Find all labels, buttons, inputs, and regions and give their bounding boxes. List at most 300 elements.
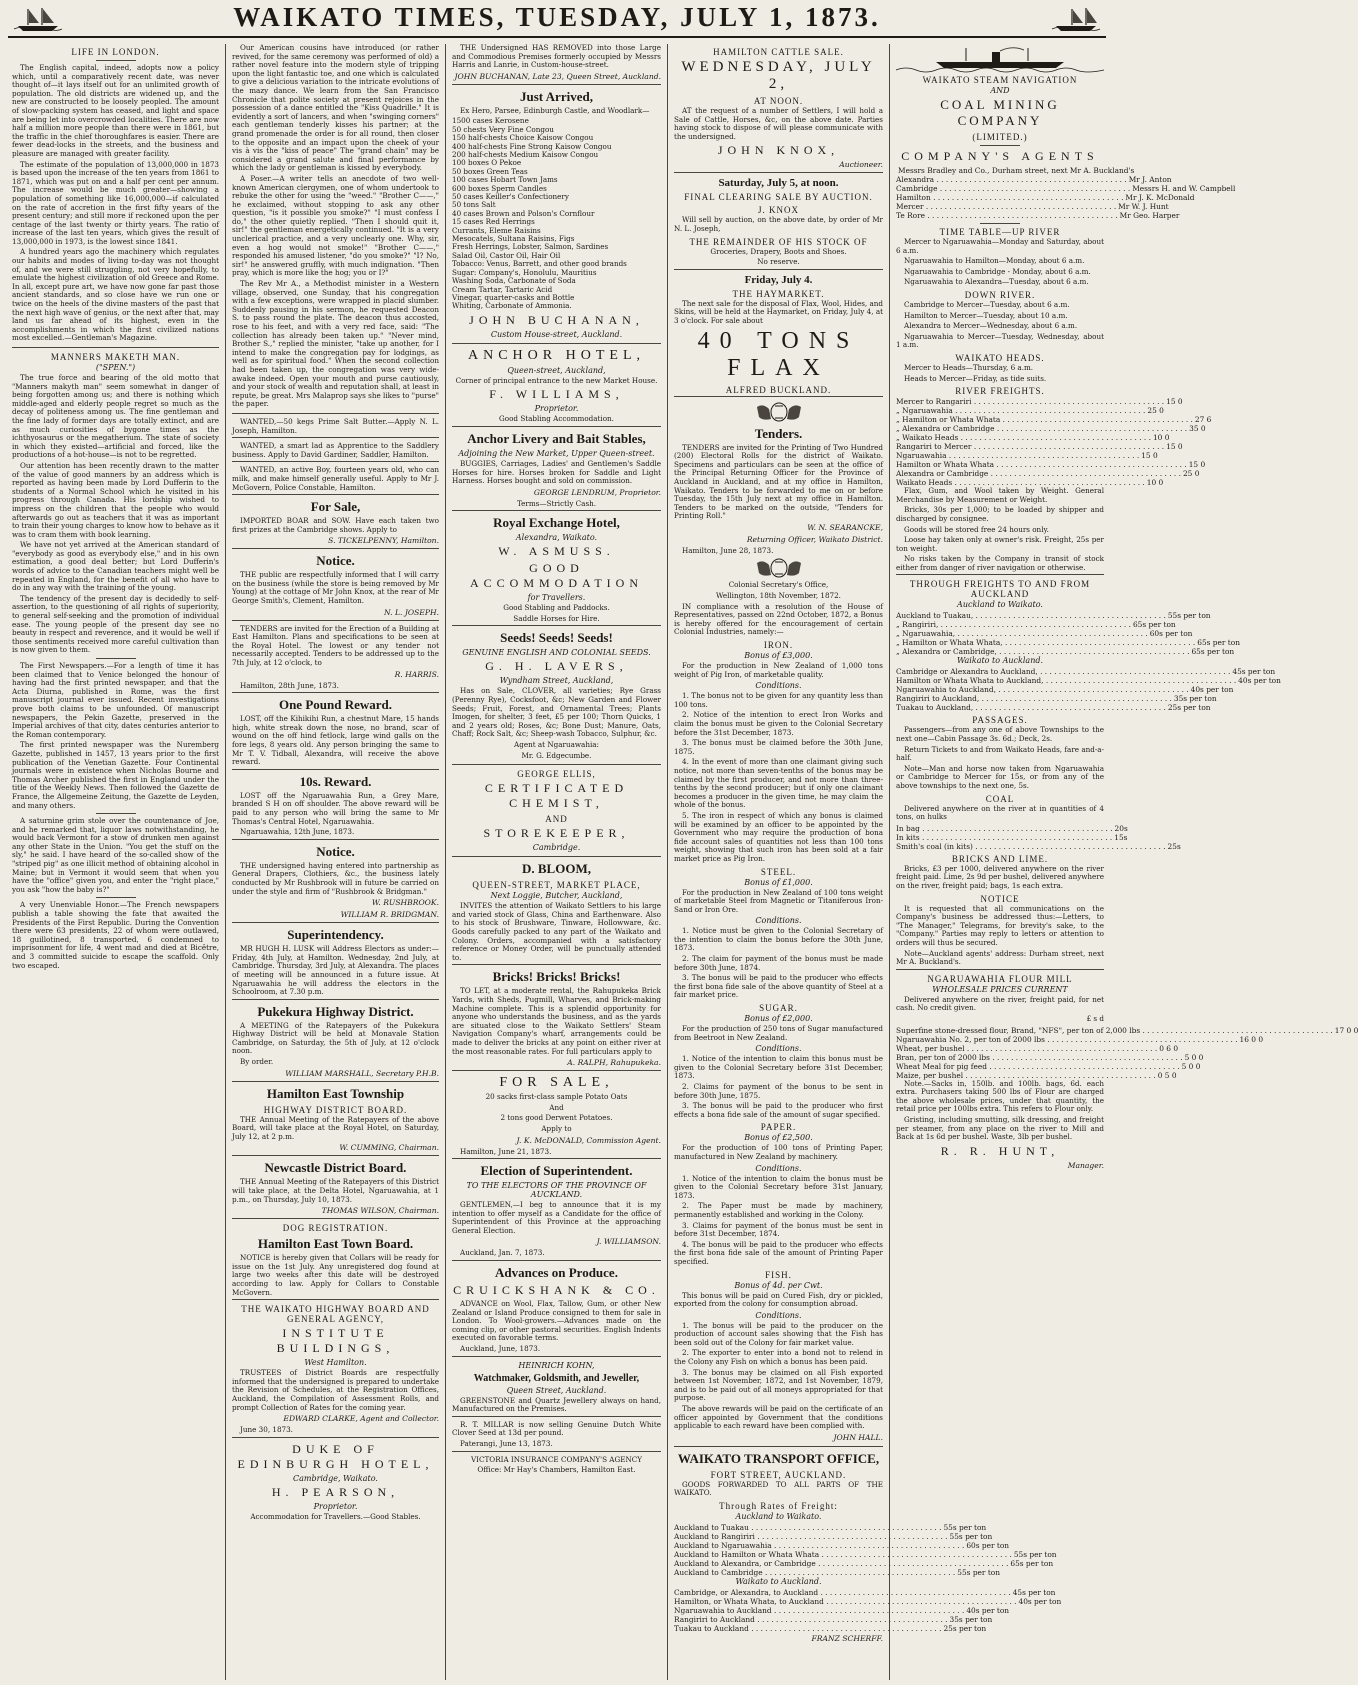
- mill-row-value: 17 0 0: [1334, 1025, 1358, 1035]
- mill-row-label: Bran, per ton of 2000 lbs . . .: [896, 1053, 1183, 1062]
- rate-row-label: „ Hamilton or Whata Whata, . . .: [896, 638, 1195, 647]
- hamilton-east-subheading: HIGHWAY DISTRICT BOARD.: [263, 1104, 408, 1115]
- agent-row: [896, 211, 1180, 220]
- timetable-entry: Hamilton to Mercer—Tuesday, about 10 a.m.: [904, 310, 1068, 320]
- ad-signature: ALFRED BUCKLAND.: [725, 384, 832, 395]
- iron-heading: IRON.: [763, 640, 794, 651]
- freight-row-value: 35 0: [1189, 424, 1206, 434]
- ad-date: Hamilton, June 28, 1873.: [682, 545, 774, 555]
- rate-row: [674, 1597, 1062, 1606]
- arrived-item: Vinegar, quarter-casks and Bottle: [452, 292, 575, 302]
- election-subheading: TO THE ELECTORS OF THE PROVINCE OF AUCKLAND.: [466, 1181, 647, 1200]
- good-accommodation: GOOD ACCOMMODATION: [469, 561, 643, 591]
- agent-row: [896, 193, 1195, 202]
- royal-arms-cut-icon: [674, 401, 883, 423]
- rate-row: [896, 703, 1211, 713]
- rate-row-value: 65s per ton: [1132, 620, 1176, 630]
- lime-note: Bricks, £3 per 1000, delivered anywhere on the river freight paid. Lime, 2s 9d per bushel, delivered anywhere on the river, freight paid; bags, 1s each extra.: [896, 863, 1104, 890]
- article-paragraph: A saturnine grim stole over the countenance of Joe, and he remarked that, liquor laws notwithstanding, he would back Vermont for a stow of drunken men against any other State in the Union. "You get the stuff on the sly," he said. I have heard of the so-called show of the "striped pig" as one illicit method of obtaining alcohol in Maine; but in Vermont it would seem that when you have the "office" given you, and enter the "right place," you ask "how the baby is?": [12, 816, 219, 894]
- divider: [452, 1260, 661, 1261]
- freight-row-label: „ Hamilton or Whata Whata . . .: [896, 415, 1193, 424]
- arrived-items-list: [452, 117, 661, 310]
- rate-row-value: 40s per ton: [966, 1606, 1010, 1615]
- conditions-heading: Conditions.: [755, 1044, 802, 1054]
- coal-row-value: 20s: [1114, 823, 1128, 833]
- ad-body: THE public are respectfully informed that I will carry on the business (while the store is being removed by Mr Young) at the cottage of Mr John Knox, at the rear of Mr George Smith's, Clement, Hamilton.: [232, 570, 439, 606]
- ad-body: For the production in New Zealand of 100 tons weight of marketable Steel from Magnetic or Titaniferous Iron-Sand or Iron Ore.: [674, 887, 883, 914]
- coal-row: [896, 832, 1128, 842]
- ad-body: for Travellers.: [527, 593, 586, 603]
- ad-body: R. T. MILLAR is now selling Genuine Dutch White Clover Seed at 13d per pound.: [452, 1419, 661, 1438]
- rate-row: [674, 1532, 993, 1541]
- coal-row-value: 25s: [1167, 841, 1181, 851]
- rate-row-value: 25s per ton: [1167, 703, 1211, 713]
- freight-row-value: 10 0: [1146, 478, 1164, 488]
- place-name: Alexandra, Waikato.: [515, 533, 598, 543]
- arrived-item: 200 half-chests Medium Kaisow Congou: [452, 150, 599, 159]
- ad-body: NOTICE is hereby given that Collars will be ready for issue on the 1st July. Any unregistered dog found at large two weeks after this date will be destroyed according to law. Apply for Collars to Constable McGovern.: [232, 1253, 439, 1297]
- ad-signature: JOHN BUCHANAN,: [469, 312, 644, 327]
- ad-body: Terms—Strictly Cash.: [516, 498, 597, 508]
- bricks-heading: Bricks! Bricks! Bricks!: [492, 969, 621, 985]
- arrived-item: Currants, Eleme Raisins: [452, 225, 541, 235]
- reward-heading: One Pound Reward.: [278, 697, 393, 713]
- article-paragraph: A very Unenviable Honor.—The French newspapers publish a table showing the fate that awaited the Presidents of the First Republic. During the Convention there were 63 presidents, 22 of whom were outlawed, 18 guillotined, 8 transported, 6 condemned to imprisonment for life, 4 went mad and died at Bicêtre, and 3 committed suicide to escape the scaffold. Only two escaped.: [12, 900, 219, 970]
- divider: [12, 347, 219, 348]
- condition: 3. The bonus must be claimed before the 30th June, 1875.: [674, 738, 883, 756]
- mill-price-table: [896, 1025, 1358, 1080]
- arrived-item: Salad Oil, Castor Oil, Hair Oil: [452, 250, 561, 260]
- election-heading: Election of Superintendent.: [480, 1163, 633, 1179]
- bonus-amount: Bonus of 4d. per Cwt.: [734, 1280, 823, 1290]
- rate-row-label: „ Rangiriri, . . .: [896, 620, 1131, 629]
- ad-date: Hamilton, June 21, 1873.: [460, 1146, 552, 1156]
- manners-subheading: ("SPEN."): [95, 363, 136, 372]
- rate-row-value: 60s per ton: [1149, 629, 1193, 639]
- rate-row-label: Auckland to Tuakau, . . .: [896, 611, 1166, 620]
- sugar-heading: SUGAR.: [759, 1003, 798, 1014]
- rate-row-label: Auckland to Rangiriri . . .: [674, 1532, 948, 1541]
- rate-row: [674, 1550, 1057, 1559]
- divider: [232, 1299, 439, 1300]
- proprietor-title: Proprietor.: [534, 404, 579, 414]
- chemist-title: CERTIFICATED CHEMIST,: [484, 781, 629, 811]
- conditions-heading: Conditions.: [755, 1163, 802, 1173]
- ad-signature: S. TICKELPENNY, Hamilton.: [328, 536, 439, 546]
- coal-note: Delivered anywhere on the river at in quantities of 4 tons, on hulks: [896, 803, 1104, 822]
- flour-mill-subheading: WHOLESALE PRICES CURRENT: [932, 984, 1068, 994]
- article-paragraph: The Rev Mr A., a Methodist minister in a Western village, observed, one Sunday, that his congregation with a few exceptions, were wrapped in placid slumber. Suddenly pausing in his sermon, he requested Deacon S. to pass round the plate. The deacon thus accosted, rose to his feet, and with a very red face, said: "The collection has already been taken up." "Never mind, Brother S.," replied the minister, "take up another, for I intend to make the congregation pay for lodgings, as well as for spiritual food." When the second collection had been taken up, the congregation was very wide-awake indeed. Open your mouth and purse cautiously, and your stock of wealth and reputation shall, at least in repute, be great. Mrs Malaprop says she likes to "purse" the paper.: [232, 279, 439, 409]
- article-paragraph: Our attention has been recently drawn to the matter of the value of good manners by an address which is reported as having been made by Lord Dufferin to the students of a Normal School which he visited in his progress through Canada. His lordship wished to impress on the children that the people who would afterwards go out as teachers that it was as important to train their young charges to know how to behave as it was to cram them with book learning.: [12, 460, 219, 539]
- ad-body: AT the request of a number of Settlers, I will hold a Sale of Cattle, Horses, &c, on the above date. Parties having stock to dispose of will please communicate with the undersigned.: [674, 106, 883, 141]
- columns: [6, 43, 1358, 1680]
- ship-left-icon: [14, 6, 62, 32]
- agents-note: Note—Auckland agents' address: Durham street, next Mr A. Buckland's.: [896, 948, 1104, 967]
- agents-list: [896, 166, 1236, 220]
- ad-body: THE Annual Meeting of the Ratepayers of this District will take place, at the Delta Hotel, Ngaruawahia, at 1 p.m., on Thursday, July 10, 1873.: [232, 1177, 439, 1204]
- notice-heading: Notice.: [316, 553, 355, 569]
- rate-row-value: 45s per ton: [1232, 667, 1276, 677]
- sale-date: WEDNESDAY, JULY 2,: [681, 59, 876, 92]
- timetable-entry: Alexandra to Mercer—Wednesday, about 6 a.m.: [904, 321, 1078, 331]
- bonus-amount: Bonus of £3,000.: [744, 651, 813, 661]
- ad-body: TO LET, at a moderate rental, the Rahupukeka Brick Yards, with Sheds, Pugmill, Wharves, and Brick-making Machine complete. This is a splendid opportunity for anyone who understands the business, and as the yards are situated close to the Waikato Settlers' Steam Navigation Company's wharf, arrangements could be made to deliver the bricks at any point on either river at the most reasonable rates. For full particulars apply to: [452, 986, 661, 1056]
- freight-row-label: Alexandra or Cambridge . . .: [896, 469, 1181, 478]
- divider: [452, 343, 661, 344]
- arrived-item: 50 tons Salt: [452, 200, 496, 210]
- divider: [896, 574, 1104, 575]
- divider: [232, 548, 439, 549]
- ad-body: BUGGIES, Carriages, Ladies' and Gentlemen's Saddle Horses for hire. Horses broken for Saddle and Light Harness. Horses bought and sold on commission.: [452, 458, 661, 486]
- proprietor-name: H. PEARSON,: [271, 1484, 400, 1499]
- rate-row-label: Ngaruawahia to Auckland, . . .: [896, 685, 1189, 694]
- freight-note: No risks taken by the Company in transit of stock either from danger of river navigation or otherwise.: [896, 554, 1104, 572]
- timetable-entry: Ngaruawahia to Hamilton—Monday, about 6 a.m.: [904, 256, 1085, 266]
- divider: [96, 897, 136, 898]
- agent-row-value: Mr Geo. Harper: [1119, 211, 1180, 220]
- rate-row-value: 65s per ton: [1010, 1559, 1054, 1568]
- manager-name: R. R. HUNT,: [940, 1143, 1060, 1158]
- ad-signature: A. RALPH, Rahupukeka.: [567, 1058, 661, 1068]
- ad-body: THE Undersigned HAS REMOVED into those Large and Commodious Premises formerly occupied by Messrs Harris and Lanrie, in Custom-house-street.: [452, 43, 661, 70]
- ad-signature: FRANZ SCHERFF.: [811, 1634, 883, 1643]
- down-river-heading: DOWN RIVER.: [964, 289, 1036, 300]
- mill-row-value: 16 0 0: [1239, 1034, 1264, 1044]
- anchor-hotel-heading: ANCHOR HOTEL,: [468, 347, 645, 363]
- paper-heading: PAPER.: [760, 1122, 797, 1133]
- ad-signature: WILLIAM MARSHALL, Secretary P.H.B.: [285, 1068, 439, 1078]
- rate-row-value: 65s per ton: [1191, 647, 1235, 657]
- ad-signature: W. CUMMING, Chairman.: [339, 1143, 439, 1153]
- ship-right-icon: [1052, 6, 1100, 32]
- article-paragraph: The tendency of the present day is decidedly to self-assertion, to the questioning of all rights of superiority, to general self-seeking and the promotion of individual ease. The young people of the present day see no beauty in respect and reverence, and it would be well if those sentiments received more careful cultivation than is now given to them.: [12, 593, 219, 655]
- ad-signature: Auctioneer.: [839, 160, 883, 170]
- ad-body: THE Annual Meeting of the Ratepayers of the above Board, will take place at the Royal Hotel, on Saturday, July 12, at 2 p.m.: [232, 1114, 439, 1141]
- mill-row: [896, 1061, 1201, 1071]
- ad-body: For the production of 100 tons of Printing Paper, manufactured in New Zealand by machinery.: [674, 1143, 883, 1161]
- divider: [452, 764, 661, 765]
- divider: [674, 396, 883, 397]
- arrived-item: Cream Tartar, Tartaric Acid: [452, 284, 553, 294]
- ad-signature: J. K. McDONALD, Commission Agent.: [516, 1135, 661, 1145]
- address: FORT STREET, AUCKLAND.: [710, 1469, 847, 1480]
- freight-row-value: 25 0: [1182, 469, 1200, 479]
- ad-body: GREENSTONE and Quartz Jewellery always on hand, Manufactured on the Premises.: [452, 1395, 661, 1414]
- bloom-heading: D. BLOOM,: [522, 861, 591, 877]
- rate-row-value: 25s per ton: [943, 1624, 987, 1633]
- place-name: Cambridge, Waikato.: [293, 1473, 378, 1483]
- proprietor-name: W. ASMUSS.: [498, 544, 615, 559]
- seeds-merchant: G. H. LAVERS,: [485, 659, 628, 674]
- divider: [674, 1446, 883, 1447]
- agent-row-value: Mr J. Anton: [1128, 175, 1172, 184]
- column-5: [890, 44, 1358, 1680]
- rate-row-label: Tuakau to Auckland, . . .: [896, 703, 1166, 712]
- condition: 1. The bonus will be paid to the producer on the production of account sales showing that the Fish has been sold out of the Colony for fair market value.: [674, 1320, 883, 1347]
- bricks-lime-heading: BRICKS AND LIME.: [951, 853, 1049, 864]
- place-name: West Hamilton.: [304, 1358, 367, 1368]
- ad-signature: GEORGE LENDRUM, Proprietor.: [533, 487, 661, 497]
- condition: 3. The bonus may be claimed on all Fish exported between 1st November, 1872, and 1st November, 1879, and is to be paid out of all moneys appropriated for that purpose.: [674, 1367, 883, 1403]
- condition: 4. The bonus will be paid to the producer who effects the first bona fide sale of the amount of Printing Paper specified.: [674, 1239, 883, 1266]
- freight-row-label: Ngaruawahia . . .: [896, 451, 1139, 460]
- ad-date: Auckland, Jan. 7, 1873.: [460, 1248, 545, 1258]
- coal-row: [896, 841, 1181, 851]
- divider: [232, 413, 439, 414]
- jeweller-title: Watchmaker, Goldsmith, and Jeweller,: [473, 1372, 640, 1384]
- mill-note: Gristing, including smutting, silk dressing, and freight per steamer, from any place on the river to Mill and Back at 1s 6d per bushel. Waste, 3lb per bushel.: [896, 1114, 1104, 1142]
- arrived-item: 50 cases Keiller's Confectionery: [452, 192, 569, 202]
- agent-row: [896, 202, 1169, 211]
- ad-signature: THOMAS WILSON, Chairman.: [321, 1206, 439, 1216]
- ad-signature: JOHN HALL.: [833, 1432, 883, 1442]
- ad-body: For the production of 250 tons of Sugar manufactured from Beetroot in New Zealand.: [674, 1024, 883, 1042]
- rate-row: [896, 611, 1211, 621]
- ad-body: The above rewards will be paid on the certificate of an officer appointed by Government that the conditions applicable to each reward have been complied with.: [674, 1404, 883, 1431]
- condition: 2. Claims for payment of the bonus to be sent in before 30th June, 1875.: [674, 1082, 883, 1100]
- mill-note: Delivered anywhere on the river, freight paid, for net cash. No credit given.: [896, 994, 1104, 1013]
- rate-row: [674, 1606, 1010, 1615]
- manners-heading: MANNERS MAKETH MAN.: [50, 352, 181, 362]
- mill-row-label: Superfine stone-dressed flour, Brand, "NFS", per ton of 2,000 lbs . . .: [896, 1026, 1333, 1035]
- rate-row-label: Rangiriri to Auckland . . .: [674, 1615, 948, 1624]
- timetable-entry: Ngaruawahia to Mercer—Tuesday, Wednesday, about 1 a.m.: [896, 331, 1104, 350]
- office-date: Wellington, 18th November, 1872.: [716, 591, 841, 601]
- ad-signature: N. L. JOSEPH.: [383, 607, 439, 617]
- royal-exchange-heading: Royal Exchange Hotel,: [493, 515, 620, 531]
- timetable-entry: Ngaruawahia to Cambridge - Monday, about 6 a.m.: [904, 266, 1091, 276]
- rate-row: [674, 1568, 1000, 1577]
- divider: [452, 1356, 661, 1357]
- article-paragraph: A hundred years ago the machinery which regulates our habits and modes of living to-day was not thought of, and we were still struggling, not very hopefully, to emulate the highest civilization of old Greece and Rome. In all, except pure art, we have now gone far past those ancient standards, and so close have we run one or twice on the heels of the divine masters of the past that the next high wave of genius, or the next after that, may land us far ahead of its highest, even in the accomplishments in which the first civilized nations most excelled.—Gentleman's Magazine.: [12, 247, 219, 343]
- freights-table: [896, 397, 1212, 488]
- tenders-heading: Tenders.: [754, 425, 803, 441]
- condition: 3. The bonus will be paid to the producer who effects the first bona fide sale of the above quantity of Steel at a fair market price.: [674, 973, 883, 1000]
- condition: 1. The bonus not to be given for any quantity less than 100 tons.: [674, 691, 883, 709]
- masthead-rule: [8, 36, 1106, 38]
- freight-row-value: 25 0: [1147, 406, 1164, 416]
- agent-row-label: Alexandra . . .: [896, 175, 1127, 184]
- rate-row-label: Ngaruawahia to Auckland . . .: [674, 1606, 964, 1615]
- pukekura-heading: Pukekura Highway District.: [257, 1003, 414, 1019]
- superintendency-heading: Superintendency.: [287, 927, 384, 943]
- ad-body: MR HUGH H. LUSK will Address Electors as under:— Friday, 4th July, at Hamilton. Wednesday, 2nd July, at Cambridge. Thursday, 3rd July, at Alexandra. The places of meeting will be announced in a future issue. At Ngaruawahia he will address the electors in the Schoolroom, at 7.30 p.m.: [232, 944, 439, 997]
- timetable-heading: TIME TABLE—UP RIVER: [939, 227, 1061, 237]
- divider: [452, 84, 661, 85]
- agent-row-label: Mercer . . .: [896, 202, 1116, 211]
- classified-wanted: WANTED, an active Boy, fourteen years old, who can milk, and make himself generally useful. Apply to Mr J. McGovern, Police Constable, Hamilton.: [232, 465, 439, 492]
- mill-row: [896, 1025, 1358, 1035]
- arrived-item: 40 cases Brown and Polson's Cornflour: [452, 208, 595, 218]
- article-paragraph: A Poser.—A writer tells an anecdote of two well-known American clergymen, one of whom undertook to rebuke the other for using the "weed." "Brother C——," he exclaimed, without stopping to ask any other question, "is it possible you smoke?" "I must confess I do," the other quietly replied. "Then I should quit it, sir!" the gentleman energetically continued. "It is a very unclerical practice, and a very unclearly one. Why, sir, even a hog would not smoke!" "Brother C——," responded his amused listener, "do you smoke?" "I? No, sir!" he answered gruffly, with much indignation. "Then pray, which is more like the hog; you or I?": [232, 173, 439, 278]
- condition: 2. Notice of the intention to erect Iron Works and claim the bonus must be given to the Colonial Secretary before the 31st December, 1873.: [674, 710, 883, 737]
- mill-row-label: Wheat, per bushel . . .: [896, 1044, 1157, 1053]
- condition: 3. Claims for payment of the bonus must be sent in before 31st December, 1874.: [674, 1220, 883, 1239]
- rate-row-value: 55s per ton: [1013, 1550, 1057, 1559]
- ad-signature: WILLIAM R. BRIDGMAN.: [340, 910, 439, 920]
- passages-heading: PASSAGES.: [972, 715, 1028, 726]
- condition: 1. Notice of the intention to claim this bonus must be given to the Colonial Secretary before 31st December, 1873.: [674, 1054, 883, 1081]
- dog-registration-heading: DOG REGISTRATION.: [282, 1223, 389, 1234]
- ad-body: Will sell by auction, on the above date, by order of Mr N. L. Joseph,: [674, 215, 883, 233]
- insurance-heading: VICTORIA INSURANCE COMPANY'S AGENCY: [470, 1454, 643, 1464]
- freight-row-value: 15 0: [1166, 397, 1183, 407]
- divider: [452, 510, 661, 511]
- agent-row-value: Messrs Bradley and Co., Durham street, next Mr A. Buckland's: [898, 166, 1135, 175]
- ad-signature: R. HARRIS.: [394, 669, 439, 679]
- passage-note: Passengers—from any one of above Townships to the next one—Cabin Passage 3s. 6d.; Deck, 2s.: [896, 725, 1104, 744]
- divider: [232, 1155, 439, 1156]
- for-sale-heading: For Sale,: [310, 499, 361, 515]
- bonus-amount: Bonus of £2,500.: [744, 1133, 813, 1143]
- ad-signature: W. N. SEARANCKE,: [807, 522, 883, 532]
- divider: [980, 145, 1020, 146]
- conjunction: AND: [990, 86, 1010, 95]
- conditions-heading: Conditions.: [755, 916, 802, 926]
- ad-body: Groceries, Drapery, Boots and Shoes.: [710, 246, 847, 256]
- ad-date: Auckland, June, 1873.: [460, 1344, 541, 1354]
- arrived-item: 100 boxes O Pekoe: [452, 158, 522, 168]
- column-3: [446, 44, 668, 1680]
- freight-note: Bricks, 30s per 1,000; to be loaded by shipper and discharged by consignee.: [896, 505, 1104, 523]
- rate-row-value: 55s per ton: [949, 1532, 993, 1541]
- seeds-subheading: GENUINE ENGLISH AND COLONIAL SEEDS.: [462, 648, 651, 658]
- freight-row: [896, 442, 1183, 452]
- condition: 3. The bonus will be paid to the producer who first effects a bona fide sale of the amount of sugar specified.: [674, 1101, 883, 1119]
- divider: [232, 999, 439, 1000]
- ad-body: INVITES the attention of Waikato Settlers to his large and varied stock of Glass, China and Earthenware. Also to his stock of Brushware, Tinware, Hollowware, &c. Goods carefully packed to any part of the Waikato and Colony. Orders, accompanied with a satisfactory reference or Money Order, will be punctually attended to.: [452, 901, 661, 962]
- article-paragraph: The estimate of the population of 13,000,000 in 1873 is based upon the increase of the ten years from 1861 to 1871, which was put on and a half per cent per annum. The increase would be much greater—showing a population of something like 16,000,000—if calculated on the rate of accretion in the first fifty years of the present century; and still more if reckoned upon the per centage of the last twenty or thirty years. The ratio of increase of the last ten years, which gives the result of 13,000,000 in 1973, is the lowest since 1841.: [12, 159, 219, 246]
- freight-row-value: 10 0: [1152, 433, 1170, 443]
- ad-body: By order.: [240, 1057, 274, 1067]
- arrived-item: Mesocatels, Sultana Raisins, Figs: [452, 234, 575, 244]
- address: Queen-street, Auckland,: [507, 365, 606, 375]
- rate-row-value: 60s per ton: [966, 1541, 1010, 1550]
- divider: [232, 620, 439, 621]
- currency-columns: £ s d: [1086, 1013, 1104, 1023]
- rates-subheading: Auckland to Waikato.: [957, 600, 1043, 610]
- divider: [232, 437, 439, 438]
- rate-row: [674, 1559, 1054, 1568]
- ad-body: Apply to: [541, 1123, 572, 1133]
- arrived-item: 600 boxes Sperm Candles: [452, 183, 547, 193]
- coal-table: [896, 823, 1181, 851]
- freight-row-label: Mercer to Rangariri . . .: [896, 397, 1164, 406]
- rate-row-value: 55s per ton: [943, 1523, 987, 1532]
- ad-body: And: [549, 1102, 564, 1112]
- ad-date: Paterangi, June 13, 1873.: [460, 1439, 553, 1448]
- agent-row: [896, 175, 1172, 184]
- ad-date: Ngaruawahia, 12th June, 1873.: [240, 827, 355, 837]
- article-paragraph: The true force and bearing of the old motto that "Manners makyth man" seem somewhat in danger of being forgotten among us; and there is nothing which middle-aged and elderly people regret so much as the decay of politeness among us. The fine gentleman and the fine lady of former days are totally extinct, and are as much curiosities of bygone times as the ichthyosaurus or the megatherium. The state of society in which they existed—artificial and forced, like the productions of a hot-house—is not to be regretted.: [12, 373, 219, 460]
- divider: [232, 1218, 439, 1219]
- coal-row-label: Smith's coal (in kits) . . .: [896, 842, 1166, 851]
- condition: 4. In the event of more than one claimant giving such notice, not more than seven-tenths of the bonus may be claimed by the first producer, and not more than three-tenths by the second producer; but if only one claimant becomes a producer in the given time, he may claim the whole of the bonus.: [674, 757, 883, 810]
- ad-body: Mr. G. Edgecumbe.: [521, 750, 592, 760]
- transport-office-heading: WAIKATO TRANSPORT OFFICE,: [677, 1450, 880, 1466]
- divider: [232, 839, 439, 840]
- coal-row-label: In bag . . .: [896, 824, 1113, 833]
- rates-table: [896, 667, 1281, 713]
- royal-arms-cut-icon: [674, 557, 883, 579]
- auctioneer-name: JOHN KNOX,: [717, 143, 840, 158]
- rate-row-label: Auckland to Ngaruawahia . . .: [674, 1541, 964, 1550]
- freight-row: [896, 433, 1170, 443]
- rate-row: [674, 1523, 987, 1532]
- saturday-heading: Saturday, July 5, at noon.: [718, 177, 839, 190]
- timetable-entry: Cambridge to Mercer—Tuesday, about 6 a.m.: [904, 299, 1070, 309]
- ad-body: Office: Mr Hay's Chambers, Hamilton East.: [477, 1465, 636, 1475]
- rate-row-value: 45s per ton: [1012, 1588, 1056, 1597]
- ad-body: LOST, off the Kihikihi Run, a chestnut Mare, 15 hands high, white streak down the nose, no brand, scar of wound on the off hind fetlock, large wind galls on the fore legs, 8 years old. Any person bringing the same to Mr T. V. Tidball, Alexandra, will receive the above reward.: [232, 714, 439, 767]
- column-1: [6, 44, 226, 1680]
- agent-row-value: Mr J. K. McDonald: [1125, 193, 1195, 202]
- classified-wanted: WANTED,—50 kegs Prime Salt Butter.—Apply N. L. Joseph, Hamilton.: [232, 416, 439, 435]
- ad-body: 20 sacks first-class sample Potato Oats: [485, 1092, 628, 1102]
- divider: [452, 625, 661, 626]
- arrived-item: 400 half-chests Fine Strong Kaisow Congou: [452, 141, 612, 151]
- ad-body: For the production in New Zealand of 1,000 tons weight of Pig Iron, of marketable quality.: [674, 661, 883, 679]
- freight-row-label: Hamilton or Whata Whata . . .: [896, 460, 1187, 469]
- ad-body: THE undersigned having entered into partnership as General Drapers, Clothiers, &c., the business lately conducted by Mr Rushbrook will in future be carried on under the style and firm of "Rushbrook & Bridgman.": [232, 860, 439, 896]
- freight-row: [896, 406, 1164, 416]
- ad-body: Agent at Ngaruawahia:: [514, 740, 599, 750]
- through-freights-heading: THROUGH FREIGHTS TO AND FROM AUCKLAND: [909, 579, 1091, 600]
- arrived-item: 50 chests Very Fine Congou: [452, 124, 554, 134]
- rate-row-value: 55s per ton: [957, 1568, 1000, 1577]
- timetable-entry: Heads to Mercer—Friday, as tide suits.: [904, 373, 1047, 383]
- agent-row: [896, 184, 1236, 193]
- reward-heading: 10s. Reward.: [299, 773, 372, 789]
- livery-subheading: Adjoining the New Market, Upper Queen-street.: [458, 448, 655, 458]
- passage-note: Note—Man and horse now taken from Ngaruawahia or Cambridge to Mercer for 15s, or from any of the above townships to the next one, 5s.: [896, 763, 1104, 791]
- sale-time: AT NOON.: [753, 96, 804, 106]
- freight-row: [896, 469, 1200, 479]
- address: Custom House-street, Auckland.: [490, 329, 623, 339]
- article-paragraph: Our American cousins have introduced (or rather revived, for the same ceremony was performed of old) a rather novel feature into the modern style of tripping upon the light fantastic toe, and one which is calculated to give a delicious variation to the intricate evolutions of the mazy dance. We learn from the San Francisco Chronicle that polite society at present rejoices in the possession of a dance entitled the "Kiss Quadrille." It is evidently a sort of lancers, and when "swinging corners" each gentleman tenderly kisses his partner; at the grand promenade the order is for all round, then closer to the opposite and an impact upon the cheek of your vis à vis the "kiss of peace" The "grand chain" may be considered a grand salute and final performance by which the lady or gentleman is kissed by everybody.: [232, 43, 439, 173]
- chemist-name: GEORGE ELLIS,: [517, 769, 596, 780]
- freight-note: Goods will be stored free 24 hours only.: [904, 524, 1049, 534]
- office-name: Colonial Secretary's Office,: [728, 580, 829, 590]
- masthead-title: WAIKATO TIMES, TUESDAY, JULY 1, 1873.: [233, 2, 881, 32]
- coal-row: [896, 823, 1128, 833]
- ad-signature: J. WILLIAMSON.: [596, 1237, 661, 1247]
- arrived-item: Washing Soda, Carbonate of Soda: [452, 276, 576, 286]
- arrived-item: 100 cases Hobart Town Jams: [452, 175, 558, 185]
- passage-note: Return Tickets to and from Waikato Heads, fare and-a-half.: [896, 744, 1104, 763]
- flour-mill-heading: NGARUAWAHIA FLOUR MILL: [927, 973, 1073, 984]
- ad-body: TRUSTEES of District Boards are respectfully informed that the undersigned is prepared to undertake the Revision of Schedules, at the Registration Offices, Auckland, the Compilation of Assessment Rolls, and prompt Collection of Rates for the coming year.: [232, 1368, 439, 1412]
- divider: [232, 922, 439, 923]
- column-2: [226, 44, 446, 1680]
- coal-company-heading: COAL MINING COMPANY: [940, 97, 1060, 128]
- condition: 1. Notice must be given to the Colonial Secretary of the intention to claim the bonus before the 30th June, 1873.: [674, 926, 883, 953]
- life-in-london-heading: LIFE IN LONDON.: [71, 47, 160, 57]
- article-paragraph: The First Newspapers.—For a length of time it has been claimed that to Venice belonged the honour of having had the first printed newspaper, and that the Acta Diurna, published in Rome, was the first manuscript journal ever issued. Recent investigations prove both claims to be unfounded. Of manuscript newspapers, the Pekin Gazette, preserved in the Imperial archives of that city, dates centuries anterior to the Roman contemporary.: [12, 661, 219, 739]
- freight-note: Flax, Gum, and Wool taken by Weight. General Merchandise by Measurement or Weight.: [896, 486, 1104, 504]
- town-board-heading: Hamilton East Town Board.: [257, 1236, 414, 1252]
- timetable-entry: Mercer to Ngaruawahia—Monday and Saturday, about 6 a.m.: [896, 237, 1104, 255]
- divider: [452, 1070, 661, 1071]
- rate-row-value: 40s per ton: [1018, 1597, 1062, 1606]
- jeweller-name: HEINRICH KOHN,: [518, 1360, 595, 1370]
- rate-row-label: Auckland to Cambridge . . .: [674, 1568, 955, 1577]
- navigation-heading: WAIKATO STEAM NAVIGATION: [922, 75, 1078, 85]
- freight-row-label: Rangariri to Mercer . . .: [896, 442, 1164, 451]
- firm-name: CRUICKSHANK & CO.: [453, 1283, 660, 1298]
- rate-row-label: Hamilton, or Whata Whata, to Auckland . . .: [674, 1597, 1017, 1606]
- address: Next Loggie, Butcher, Auckland,: [490, 891, 623, 901]
